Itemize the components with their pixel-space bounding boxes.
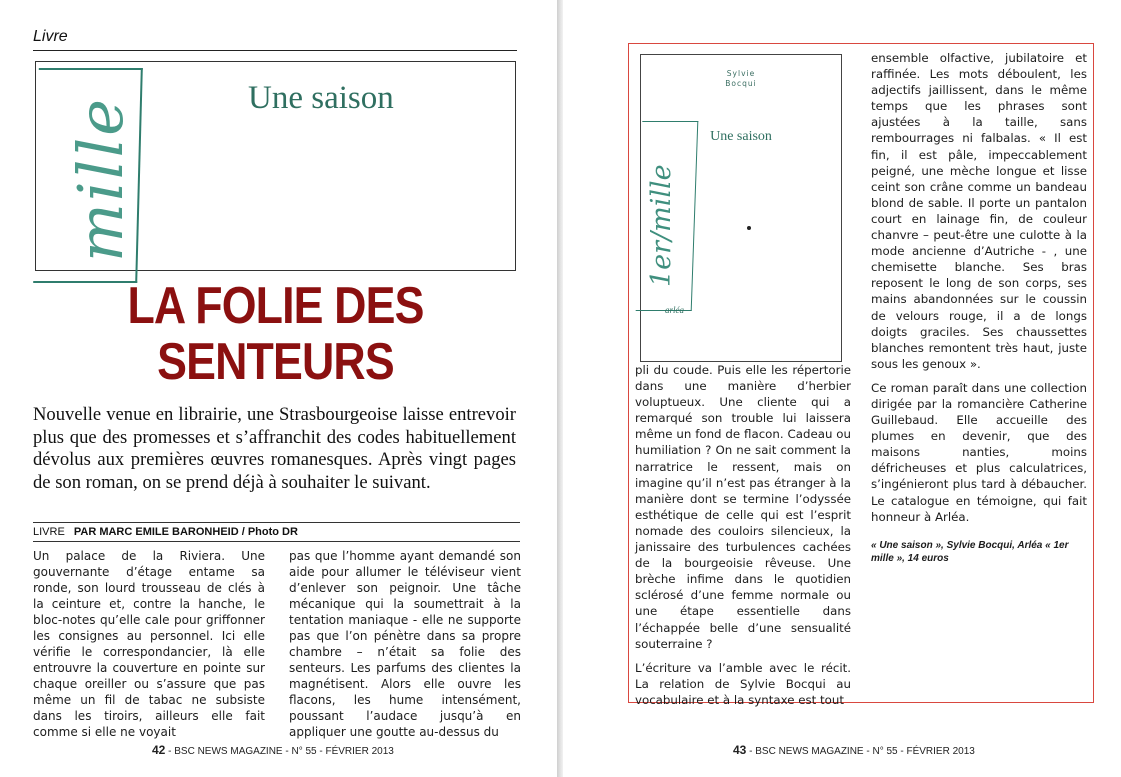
right-page	[563, 0, 1121, 777]
page-folio-left	[152, 743, 394, 757]
cover-publisher: arléa	[665, 305, 684, 315]
paragraph: pli du coude. Puis elle les répertorie dans une manière d’herbier voluptueux. Une cliente qui a remarqué son trouble lui laissera même un fond de flacon. Cadeau ou humiliation ? On ne sait comment la narratrice le ressent, mais on imagine qu’il n’est pas étranger à la manière dont se termine l’odyssée esthétique de celle qui est l’esprit nomade des couloirs silencieux, la janissaire des turbulences cachées de la bourgeoisie rêveuse. Une brèche infime dans le quotidien sclérosé d’une femme normale ou une étape essentielle dans l’échappée belle d’une sensualité souterraine ?	[635, 363, 851, 651]
folio-text: - BSC NEWS MAGAZINE - N° 55 - FÉVRIER 2013	[165, 746, 394, 757]
article-headline	[69, 278, 483, 390]
left-page	[0, 0, 557, 777]
section-label: Livre	[33, 28, 68, 45]
byline-author: PAR MARC EMILE BARONHEID / Photo DR	[73, 526, 298, 538]
banner-spine-text: mille	[64, 97, 137, 262]
page-number: 43	[733, 743, 747, 757]
cover-title: Une saison	[710, 129, 772, 144]
byline-rule-top	[33, 522, 520, 523]
banner-title: Une saison	[248, 80, 394, 116]
byline	[33, 526, 298, 538]
top-rule	[33, 50, 517, 51]
book-cover	[640, 54, 842, 362]
paragraph: Ce roman paraît dans une collection dirigée par la romancière Catherine Guillebaud. Elle accueille des plumes en devenir, que des maisons nanties, moins défricheuses et plus calculatrices, s’ingénieront plus tard à débaucher. Le catalogue en témoigne, qui fait honneur à Arléa.	[871, 380, 1087, 524]
headline-line-1: LA FOLIE DES	[127, 277, 424, 335]
cover-author-last: Bocqui	[725, 79, 757, 88]
cover-spine-text: 1er/mille	[646, 164, 677, 287]
cover-dot	[747, 226, 751, 230]
paragraph: ensemble olfactive, jubilatoire et raffinée. Les mots déboulent, les adjectifs jaillissent, dans le même temps que les phrases sont ajustées à la taille, sans rembourrages ni falbalas. « Il est fin, il est pâle, impeccablement peigné, une mèche longue et lisse ceint son crâne comme un bandeau blond de sable. Il porte un pantalon court en lainage fin, de couleur chanvre – peut-être une culotte à la mode ancienne d’Autriche - , une chemisette blanche. Ses bras reposent le long de son corps, ses mains abandonnées sur le coussin de velours rouge, il a de longs doigts graciles. Ses chaussettes blanches remontent très haut, juste sous les genoux ».	[871, 51, 1087, 371]
paragraph: L’écriture va l’amble avec le récit. La relation de Sylvie Bocqui au vocabulaire et à la syntaxe est tout	[635, 660, 851, 707]
article-lede: Nouvelle venue en librairie, une Strasbourgeoise laisse entrevoir plus que des promesses et s’affranchit des codes habituellement dévolus aux premières œuvres romanesques. Après vingt pages de son roman, on se prend déjà à souhaiter le suivant.	[33, 404, 516, 493]
body-column-4	[871, 50, 1087, 564]
page-number: 42	[152, 743, 166, 757]
book-cover-banner	[35, 61, 516, 271]
body-column-1: Un palace de la Riviera. Une gouvernante d’étage entame sa ronde, son lourd trousseau de clés à la ceinture et, contre la hanche, le bloc-notes qu’elle cale pour griffonner les consignes au personnel. Ici elle vérifie le correspondancier, là elle entrouvre la couverture en pointe sur chaque oreiller ou s’assure que pas même un fil de tabac ne subsiste dans les tiroirs, ailleurs elle fait comme si elle ne voyait	[33, 549, 265, 739]
cover-author-first: Sylvie	[726, 69, 756, 78]
folio-text: - BSC NEWS MAGAZINE - N° 55 - FÉVRIER 2013	[746, 746, 975, 757]
byline-rule-bottom	[33, 541, 520, 542]
body-column-2: pas que l’homme ayant demandé son aide pour allumer le téléviseur vient d’enlever son peignoir. Une tâche mécanique qui la soumettrait à la tentation maniaque - elle ne supporte pas que l’on pénètre dans sa propre chambre – n’était sa folie des senteurs. Les parfums des clientes la magnétisent. Alors elle ouvre les flacons, les hume intensément, poussant l’audace jusqu’à en appliquer une goutte au-dessus du	[289, 549, 521, 739]
book-credit: « Une saison », Sylvie Bocqui, Arléa « 1er mille », 14 euros	[871, 539, 1069, 564]
headline-line-2: SENTEURS	[157, 333, 394, 391]
body-column-3	[635, 362, 851, 707]
cover-author	[641, 69, 841, 89]
byline-rubric: LIVRE	[33, 526, 65, 538]
page-folio-right	[733, 743, 975, 757]
